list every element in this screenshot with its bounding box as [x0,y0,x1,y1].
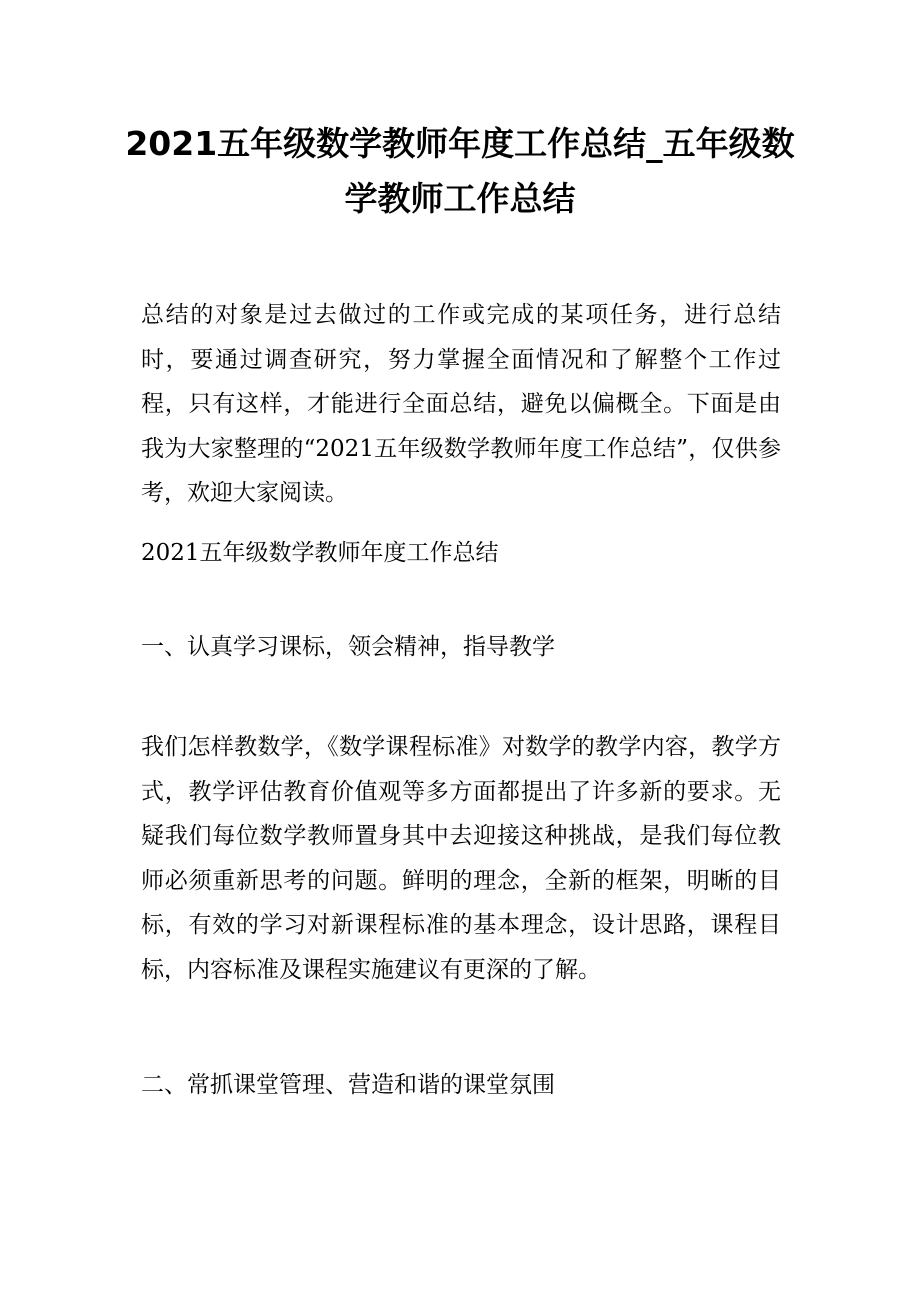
section-heading-1: 一、认真学习课标，领会精神，指导教学 [141,634,555,660]
section-paragraph-1: 我们怎样教数学，《数学课程标准》对数学的教学内容，教学方式，教学评估教育价值观等多方面都提出了许多新的要求。无疑我们每位数学教师置身其中去迎接这种挑战，是我们每位教师必须重新思考的问题。鲜明的理念，全新的框架，明晰的目标，有效的学习对新课程标准的基本理念，设计思路，课程目标，内容标准及课程实施建议有更深的了解。 [141,734,781,983]
document-title: 2021五年级数学教师年度工作总结_五年级数学教师工作总结 [125,124,795,218]
document-subtitle: 2021五年级数学教师年度工作总结 [141,540,499,566]
intro-paragraph: 总结的对象是过去做过的工作或完成的某项任务，进行总结时，要通过调查研究，努力掌握全面情况和了解整个工作过程，只有这样，才能进行全面总结，避免以偏概全。下面是由我为大家整理的“2021五年级数学教师年度工作总结”，仅供参考，欢迎大家阅读。 [141,302,781,506]
section-heading-2: 二、常抓课堂管理、营造和谐的课堂氛围 [141,1072,555,1098]
